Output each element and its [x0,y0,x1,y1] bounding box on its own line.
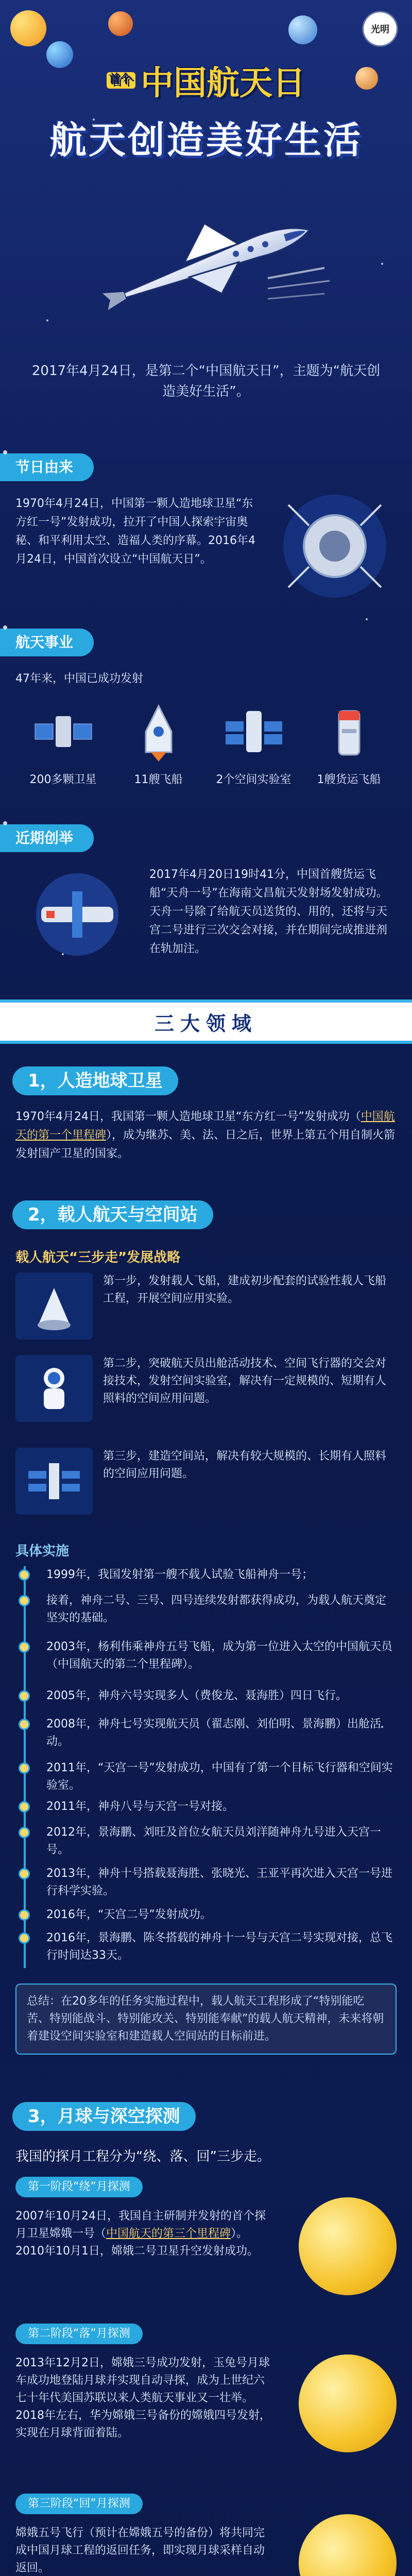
achievement-label: 2个空间实验室 [216,773,291,786]
first-badge: 首个 [107,72,135,89]
satellite-earth-icon [278,489,391,603]
achievement-card [15,701,111,787]
section-recent-header [0,824,94,852]
section-recent-text: 2017年4月20日19时41分，中国首艘货运飞船“天舟一号”在海南文昌航天发射场发射成功。天舟一号除了给航天员送货的、用的，还将与天宫二号进行三次交会对接，并在期间完成推进剂在轨加注。 [149,868,388,955]
achievements-lead: 47年来，中国已成功发射 [15,672,143,685]
domain-2-header: 2，载人航天与空间站 [12,1200,213,1229]
title-block [36,57,376,164]
achievements-cards [15,701,397,787]
cargo-docking-icon [15,871,139,958]
timeline-text: 2013年，神舟十号搭载聂海胜、张晓光、王亚平再次进入天宫一号进行科学实验。 [46,1867,392,1897]
sparkle-icon [3,625,7,630]
moon-lander-icon [299,2354,397,2452]
domain-2-summary: 总结：在20多年的任务实施过程中，载人航天工程形成了“特别能吃苦、特别能战斗、特别能攻关、特别能奉献”的载人航天精神，未来将朝着建设空间实验室和建造载人空间站的目标前进。 [15,1984,397,2055]
intro-text: 2017年4月24日，是第二个“中国航天日”，主题为“航天创造美好生活”。 [31,363,381,399]
hero-section [0,0,412,443]
phase-text [15,2524,273,2576]
space-lab-icon [223,701,285,762]
subtitle-title: 航天创造美好生活 [49,118,363,162]
timeline-dot [19,1827,30,1838]
timeline-text: 2003年，杨利伟乘神舟五号飞船，成为第一位进入太空的中国航天员（中国航天的第二个里程碑）。 [46,1640,392,1671]
title-line1 [107,57,305,104]
sun-icon [10,10,46,46]
strategy-step-text: 第三步，建造空间站，解决有较大规模的、长期有人照料的空间应用问题。 [103,1450,387,1480]
moon-phase-1 [15,2177,397,2311]
domain-3-header: 3，月球与深空探测 [12,2102,196,2131]
domain-3-lead: 我国的探月工程分为“绕、落、回”三步走。 [15,2149,270,2164]
section-recent-title: 近期创举 [15,829,74,846]
phase-tag: 第一阶段“绕”月探测 [15,2177,143,2197]
timeline-dot [19,1868,30,1879]
timeline-text: 1999年，我国发射第一艘不载人试验飞船神舟一号； [46,1568,313,1581]
phase-tag: 第二阶段“落”月探测 [15,2324,143,2344]
phase-text-body: 嫦娥五号飞行（预计在嫦娥五号的备份）将共同完成中国月球工程的返回任务，即实现月球采样自动返回。 [15,2527,265,2574]
timeline-text: 2016年，景海鹏、陈冬搭载的神舟十一号与天宫二号实现对接，总飞行时间达33天。 [46,1931,392,1962]
timeline-text: 2005年，神舟六号实现多人（费俊龙、聂海胜）四日飞行。 [46,1689,347,1702]
moon-phase-2 [15,2324,397,2478]
star-decoration [366,618,368,620]
domain-1-text [15,1108,397,1163]
achievement-label: 200多颗卫星 [29,773,97,786]
timeline [15,1566,397,1968]
timeline-dot [19,1933,30,1944]
three-domains-title: 三大领域 [154,1012,258,1035]
space-station-icon [15,1448,93,1515]
strategy-step-text: 第一步，发射载人飞船，建成初步配套的试验性载人飞船工程，开展空间应用实验。 [103,1275,387,1305]
timeline-text: 2011年，神舟八号与天宫一号对接。 [46,1800,234,1813]
sparkle-icon [3,821,7,825]
timeline-dot [19,1690,30,1702]
moon-return-icon [299,2514,397,2576]
timeline-text: 2011年，“天宫一号”发射成功，中国有了第一个目标飞行器和空间实验室。 [46,1761,393,1792]
domain-1-text-post: ），成为继苏、美、法、日之后，世界上第五个用自制火箭发射国产卫星的国家。 [15,1129,396,1160]
phase-text-post: ）。2010年10月1日，嫦娥二号卫星升空发射成功。 [15,2227,259,2258]
brand-logo-text: 光明 [371,24,389,35]
strategy-step-3 [15,1448,397,1520]
space-shuttle-icon [98,201,335,319]
moon-phase-3 [15,2494,397,2576]
timeline-dot [19,1569,30,1581]
capsule-icon [15,1273,93,1340]
strategy-step-2 [15,1355,397,1427]
section-origin-header [0,453,94,481]
timeline-text: 2016年，“天宫二号”发射成功。 [46,1908,212,1921]
timeline-dot [19,1909,30,1921]
three-domains-banner [0,999,412,1044]
cargo-ship-icon [318,701,380,762]
section-achievements-title: 航天事业 [15,634,74,651]
section-achievements-header [0,629,94,656]
main-title: 中国航天日 [141,64,305,103]
achievement-label: 11艘飞船 [134,773,183,786]
achievement-card [301,701,397,787]
practice-label: 具体实施 [15,1544,70,1559]
achievement-card [206,701,301,787]
achievement-card [111,701,206,787]
planet-icon [288,15,317,44]
planet-icon [108,11,133,36]
strategy-step-text: 第二步，突破航天员出舱活动技术、空间飞行器的交会对接技术，发射空间实验室，解决有一定规模的、短期有人照料的空间应用问题。 [103,1357,387,1405]
sparkle-icon [3,450,7,454]
timeline-dot [19,1595,30,1606]
phase-text-pre: 2007年10月24日，我国自主研制并发射的首个探月卫星嫦娥一号（ [15,2210,266,2240]
moon-icon [299,2197,397,2295]
timeline-dot [19,1801,30,1812]
phase-tag: 第三阶段“回”月探测 [15,2494,143,2514]
timeline-dot [19,1719,30,1730]
section-origin-text: 1970年4月24日，中国第一颗人造地球卫星“东方红一号”发射成功，拉开了中国人探索宇宙奥秘、和平利用太空、造福人类的序幕。2016年4月24日，中国首次设立“中国航天日”。 [15,497,255,566]
astronaut-icon [15,1355,93,1422]
achievement-label: 1艘货运飞船 [317,773,381,786]
timeline-text: 接着，神舟二号、三号、四号连续发射都获得成功，为载人航天奠定坚实的基础。 [46,1594,387,1624]
section-origin-title: 节日由来 [15,459,74,476]
domain-2-subheader: 载人航天“三步走”发展战略 [15,1250,181,1265]
spaceship-icon [128,701,190,762]
domain-1-milestone: 中国航天的第一个里程碑 [15,1110,395,1142]
domain-1-text-pre: 1970年4月24日，我国第一颗人造地球卫星“东方红一号”发射成功（ [15,1110,361,1123]
timeline-text: 2012年，景海鹏、刘旺及首位女航天员刘洋随神舟九号进入天宫一号。 [46,1826,381,1856]
phase-text [15,2208,273,2260]
strategy-step-1 [15,1273,397,1345]
timeline-dot [19,1641,30,1653]
phase-milestone: 中国航天的第三个里程碑 [106,2227,231,2240]
brand-logo [364,12,397,45]
timeline-dot [19,1762,30,1774]
satellite-icon [32,701,94,762]
phase-text-body: 2013年12月2日，嫦娥三号成功发射，玉兔号月球车成功地登陆月球并实现自动寻探，成为上世纪六七十年代美国苏联以来人类航天事业又一壮举。2018年左右，华为嫦娥三号备份的嫦娥四号发射，实现在月球背面着陆。 [15,2357,271,2439]
domain-1-header: 1，人造地球卫星 [12,1066,178,1095]
phase-text [15,2354,273,2442]
timeline-text: 2008年，神舟七号实现航天员（翟志刚、刘伯明、景海鹏）出舱活动。 [46,1718,381,1748]
